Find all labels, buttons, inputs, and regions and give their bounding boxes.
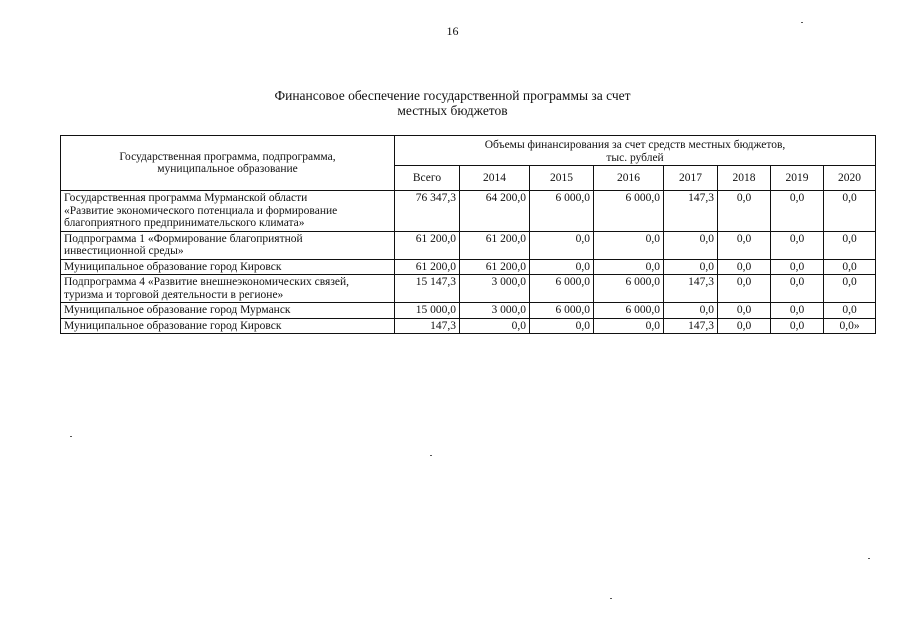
scan-speck xyxy=(70,436,72,437)
value-cell: 0,0 xyxy=(771,231,824,259)
value-cell: 0,0 xyxy=(594,318,664,334)
value-cell: 15 147,3 xyxy=(395,275,460,303)
program-name-line: Подпрограмма 1 «Формирование благоприятной xyxy=(64,232,303,245)
page-number: 16 xyxy=(446,24,459,38)
program-name-line: туризма и торговой деятельности в регионе» xyxy=(64,288,284,301)
title-line-1: Финансовое обеспечение государственной программы за счет xyxy=(274,88,631,103)
document-title xyxy=(0,88,905,118)
value-cell: 61 200,0 xyxy=(395,259,460,275)
program-name-line: Государственная программа Мурманской области xyxy=(64,192,308,204)
value-cell: 0,0 xyxy=(824,191,876,232)
column-header: 2017 xyxy=(664,166,718,191)
value-cell: 0,0 xyxy=(771,318,824,334)
value-cell: 0,0 xyxy=(824,259,876,275)
header-volumes-line-1: Объемы финансирования за счет средств местных бюджетов, xyxy=(484,139,786,151)
header-financing-volumes xyxy=(395,136,876,166)
program-name-line: Муниципальное образование город Кировск xyxy=(64,260,282,273)
value-cell: 3 000,0 xyxy=(460,303,530,319)
program-name-line: Муниципальное образование город Кировск xyxy=(64,319,282,332)
table-row xyxy=(61,231,876,259)
value-cell: 0,0 xyxy=(718,259,771,275)
value-cell: 0,0 xyxy=(718,275,771,303)
value-cell: 0,0 xyxy=(664,231,718,259)
value-cell: 0,0 xyxy=(664,259,718,275)
title-line-2: местных бюджетов xyxy=(397,103,508,118)
value-cell: 76 347,3 xyxy=(395,191,460,232)
value-cell: 6 000,0 xyxy=(594,275,664,303)
column-header: Всего xyxy=(395,166,460,191)
value-cell: 15 000,0 xyxy=(395,303,460,319)
program-name-line: Муниципальное образование город Мурманск xyxy=(64,304,291,316)
program-name-line: «Развитие экономического потенциала и формирование xyxy=(64,204,338,217)
table-row xyxy=(61,318,876,334)
column-header: 2018 xyxy=(718,166,771,191)
table-row xyxy=(61,275,876,303)
program-name-cell xyxy=(61,259,395,275)
column-header: 2015 xyxy=(530,166,594,191)
scan-speck xyxy=(801,22,803,23)
value-cell: 0,0 xyxy=(824,303,876,319)
value-cell: 3 000,0 xyxy=(460,275,530,303)
financing-table xyxy=(60,135,876,334)
program-name-line: инвестиционной среды» xyxy=(64,245,184,257)
scan-speck xyxy=(868,558,870,559)
program-name-cell xyxy=(61,275,395,303)
header-program-name xyxy=(61,136,395,191)
value-cell: 0,0 xyxy=(718,231,771,259)
program-name-line: благоприятного предпринимательского климата» xyxy=(64,217,305,229)
value-cell: 61 200,0 xyxy=(395,231,460,259)
scan-speck xyxy=(430,455,432,456)
value-cell: 0,0 xyxy=(594,231,664,259)
value-cell: 6 000,0 xyxy=(594,303,664,319)
column-header: 2014 xyxy=(460,166,530,191)
column-header: 2020 xyxy=(824,166,876,191)
value-cell: 6 000,0 xyxy=(530,275,594,303)
header-name-line-2: муниципальное образование xyxy=(157,163,298,175)
value-cell: 0,0 xyxy=(530,259,594,275)
value-cell: 147,3 xyxy=(664,191,718,232)
value-cell: 64 200,0 xyxy=(460,191,530,232)
value-cell: 0,0 xyxy=(530,231,594,259)
value-cell: 0,0 xyxy=(771,275,824,303)
value-cell: 61 200,0 xyxy=(460,259,530,275)
header-volumes-line-2: тыс. рублей xyxy=(606,151,664,164)
table-row xyxy=(61,303,876,319)
scan-speck xyxy=(610,598,612,599)
value-cell: 0,0 xyxy=(718,303,771,319)
value-cell: 0,0 xyxy=(594,259,664,275)
value-cell: 0,0 xyxy=(824,275,876,303)
value-cell: 0,0 xyxy=(771,303,824,319)
program-name-cell xyxy=(61,318,395,334)
value-cell: 0,0 xyxy=(718,191,771,232)
value-cell: 0,0 xyxy=(771,191,824,232)
program-name-line: Подпрограмма 4 «Развитие внешнеэкономических связей, xyxy=(64,276,350,288)
value-cell: 0,0 xyxy=(824,231,876,259)
table-body xyxy=(61,191,876,334)
value-cell: 147,3 xyxy=(395,318,460,334)
program-name-cell xyxy=(61,303,395,319)
value-cell: 147,3 xyxy=(664,275,718,303)
value-cell: 6 000,0 xyxy=(530,191,594,232)
table-row xyxy=(61,191,876,232)
program-name-cell xyxy=(61,191,395,232)
column-header: 2016 xyxy=(594,166,664,191)
program-name-cell xyxy=(61,231,395,259)
header-name-line-1: Государственная программа, подпрограмма, xyxy=(119,150,336,163)
value-cell: 6 000,0 xyxy=(530,303,594,319)
column-header: 2019 xyxy=(771,166,824,191)
value-cell: 147,3 xyxy=(664,318,718,334)
table-row xyxy=(61,259,876,275)
value-cell: 0,0 xyxy=(664,303,718,319)
value-cell: 0,0 xyxy=(771,259,824,275)
value-cell: 0,0 xyxy=(460,318,530,334)
value-cell: 0,0 xyxy=(718,318,771,334)
value-cell: 6 000,0 xyxy=(594,191,664,232)
value-cell: 0,0» xyxy=(824,318,876,334)
value-cell: 61 200,0 xyxy=(460,231,530,259)
value-cell: 0,0 xyxy=(530,318,594,334)
